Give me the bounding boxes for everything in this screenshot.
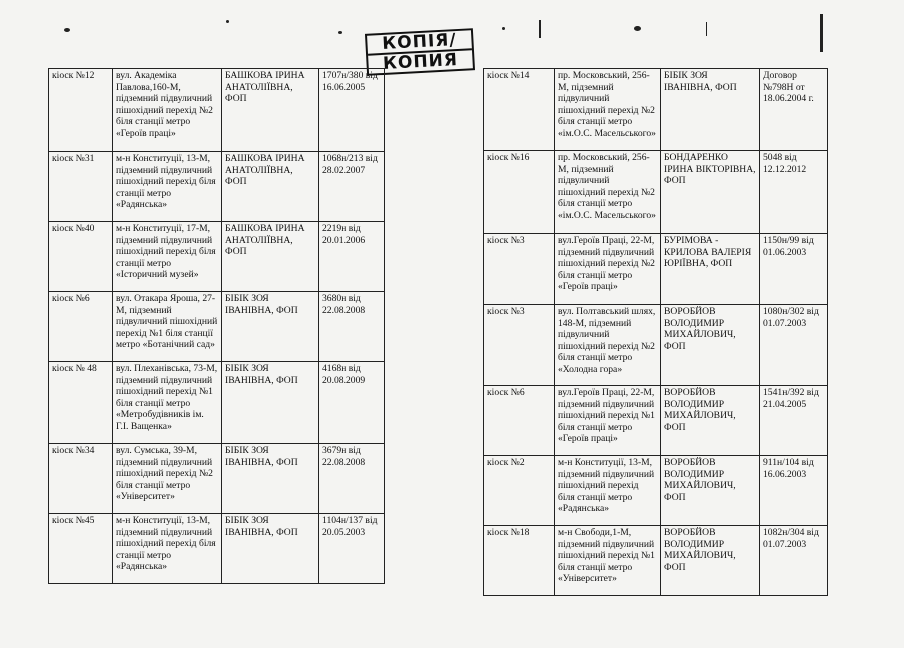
owner-cell: БІБІК ЗОЯ ІВАНІВНА, ФОП — [661, 69, 760, 151]
table-row — [484, 69, 828, 151]
scan-mark — [539, 20, 541, 38]
address-cell: вул.Героїв Праці, 22-М, підземний підвуличний пішохідний перехід №1 біля станції метро «Героїв праці» — [555, 386, 661, 456]
contract-cell: 1541н/392 від 21.04.2005 — [760, 386, 828, 456]
table-row — [49, 152, 385, 222]
scan-speck — [338, 31, 342, 34]
contract-cell: 1104н/137 від 20.05.2003 — [319, 514, 385, 584]
address-cell: вул. Сумська, 39-М, підземний підвуличний пішохідний перехід №2 біля станції метро «Університет» — [113, 444, 222, 514]
contract-cell: 1080н/302 від 01.07.2003 — [760, 305, 828, 386]
kiosk-cell: кіоск №45 — [49, 514, 113, 584]
contract-cell: 1068н/213 від 28.02.2007 — [319, 152, 385, 222]
kiosk-cell: кіоск №18 — [484, 526, 555, 596]
contract-cell: 3679н від 22.08.2008 — [319, 444, 385, 514]
table-row — [484, 456, 828, 526]
address-cell: м-н Конституції, 13-М, підземний підвуличний пішохідний перехід біля станції метро «Радянська» — [113, 152, 222, 222]
contract-cell: 5048 від 12.12.2012 — [760, 151, 828, 234]
owner-cell: БІБІК ЗОЯ ІВАНІВНА, ФОП — [222, 362, 319, 444]
kiosk-cell: кіоск №3 — [484, 305, 555, 386]
table-row — [484, 234, 828, 305]
kiosk-cell: кіоск №12 — [49, 69, 113, 152]
left-kiosk-table — [48, 68, 385, 584]
owner-cell: БАШКОВА ІРИНА АНАТОЛІЇВНА, ФОП — [222, 69, 319, 152]
table-row — [484, 305, 828, 386]
table-row — [484, 386, 828, 456]
table-row — [49, 514, 385, 584]
kiosk-cell: кіоск №16 — [484, 151, 555, 234]
contract-cell: Договор №798Н от 18.06.2004 г. — [760, 69, 828, 151]
address-cell: м-н Конституції, 13-М, підземний підвуличний пішохідний перехід біля станції метро «Радянська» — [113, 514, 222, 584]
stamp-line-1: КОПІЯ/ — [367, 30, 472, 55]
owner-cell: БІБІК ЗОЯ ІВАНІВНА, ФОП — [222, 292, 319, 362]
scan-mark — [706, 22, 707, 36]
address-cell: пр. Московський, 256-М, підземний підвуличний пішохідний перехід №2 біля станції метро «ім.О.С. Масельського» — [555, 151, 661, 234]
kiosk-cell: кіоск №3 — [484, 234, 555, 305]
table-row — [49, 222, 385, 292]
address-cell: вул. Отакара Яроша, 27-М, підземний підвуличний пішохідний перехід №1 біля станції метро «Ботанічний сад» — [113, 292, 222, 362]
owner-cell: ВОРОБЙОВ ВОЛОДИМИР МИХАЙЛОВИЧ, ФОП — [661, 305, 760, 386]
table-row — [49, 69, 385, 152]
kiosk-cell: кіоск №6 — [484, 386, 555, 456]
address-cell: вул. Плеханівська, 73-М, підземний підвуличний пішохідний перехід №1 біля станції метро «Метробудівників ім. Г.І. Ващенка» — [113, 362, 222, 444]
kiosk-cell: кіоск №6 — [49, 292, 113, 362]
address-cell: вул. Академіка Павлова,160-М, підземний підвуличний пішохідний перехід №2 біля станції метро «Героїв праці» — [113, 69, 222, 152]
table-row — [484, 151, 828, 234]
owner-cell: БІБІК ЗОЯ ІВАНІВНА, ФОП — [222, 444, 319, 514]
table-row — [49, 292, 385, 362]
table-row — [49, 362, 385, 444]
stamp-line-2: КОПИЯ — [382, 50, 459, 74]
address-cell: м-н Конституції, 17-М, підземний підвуличний пішохідний перехід біля станції метро «Історичний музей» — [113, 222, 222, 292]
address-cell: вул. Полтавський шлях, 148-М, підземний підвуличний пішохідний перехід №2 біля станції метро «Холодна гора» — [555, 305, 661, 386]
owner-cell: БАШКОВА ІРИНА АНАТОЛІЇВНА, ФОП — [222, 222, 319, 292]
table-row — [484, 526, 828, 596]
contract-cell: 1082н/304 від 01.07.2003 — [760, 526, 828, 596]
address-cell: м-н Свободи,1-М, підземний підвуличний пішохідний перехід №1 біля станції метро «Університет» — [555, 526, 661, 596]
kiosk-cell: кіоск №31 — [49, 152, 113, 222]
owner-cell: ВОРОБЙОВ ВОЛОДИМИР МИХАЙЛОВИЧ, ФОП — [661, 456, 760, 526]
kiosk-cell: кіоск №40 — [49, 222, 113, 292]
owner-cell: БІБІК ЗОЯ ІВАНІВНА, ФОП — [222, 514, 319, 584]
owner-cell: БОНДАРЕНКО ІРИНА ВІКТОРІВНА, ФОП — [661, 151, 760, 234]
scan-speck — [64, 28, 70, 32]
contract-cell: 3680н від 22.08.2008 — [319, 292, 385, 362]
scan-speck — [226, 20, 229, 23]
contract-cell: 1150н/99 від 01.06.2003 — [760, 234, 828, 305]
owner-cell: БАШКОВА ІРИНА АНАТОЛІЇВНА, ФОП — [222, 152, 319, 222]
owner-cell: ВОРОБЙОВ ВОЛОДИМИР МИХАЙЛОВИЧ, ФОП — [661, 526, 760, 596]
address-cell: вул.Героїв Праці, 22-М, підземний підвуличний пішохідний перехід №2 біля станції метро «Героїв праці» — [555, 234, 661, 305]
address-cell: м-н Конституції, 13-М, підземний підвуличний пішохідний перехід біля станції метро «Радянська» — [555, 456, 661, 526]
contract-cell: 2219н від 20.01.2006 — [319, 222, 385, 292]
contract-cell: 911н/104 від 16.06.2003 — [760, 456, 828, 526]
right-kiosk-table — [483, 68, 828, 596]
address-cell: пр. Московський, 256-М, підземний підвуличний пішохідний перехід №2 біля станції метро «ім.О.С. Масельського» — [555, 69, 661, 151]
kiosk-cell: кіоск №2 — [484, 456, 555, 526]
scan-speck — [502, 27, 505, 30]
kiosk-cell: кіоск № 48 — [49, 362, 113, 444]
table-row — [49, 444, 385, 514]
kiosk-cell: кіоск №14 — [484, 69, 555, 151]
owner-cell: БУРІМОВА - КРИЛОВА ВАЛЕРІЯ ЮРІЇВНА, ФОП — [661, 234, 760, 305]
contract-cell: 1707н/380 від 16.06.2005 — [319, 69, 385, 152]
kiosk-cell: кіоск №34 — [49, 444, 113, 514]
contract-cell: 4168н від 20.08.2009 — [319, 362, 385, 444]
scan-speck — [634, 26, 641, 31]
scan-mark — [820, 14, 823, 52]
owner-cell: ВОРОБЙОВ ВОЛОДИМИР МИХАЙЛОВИЧ, ФОП — [661, 386, 760, 456]
